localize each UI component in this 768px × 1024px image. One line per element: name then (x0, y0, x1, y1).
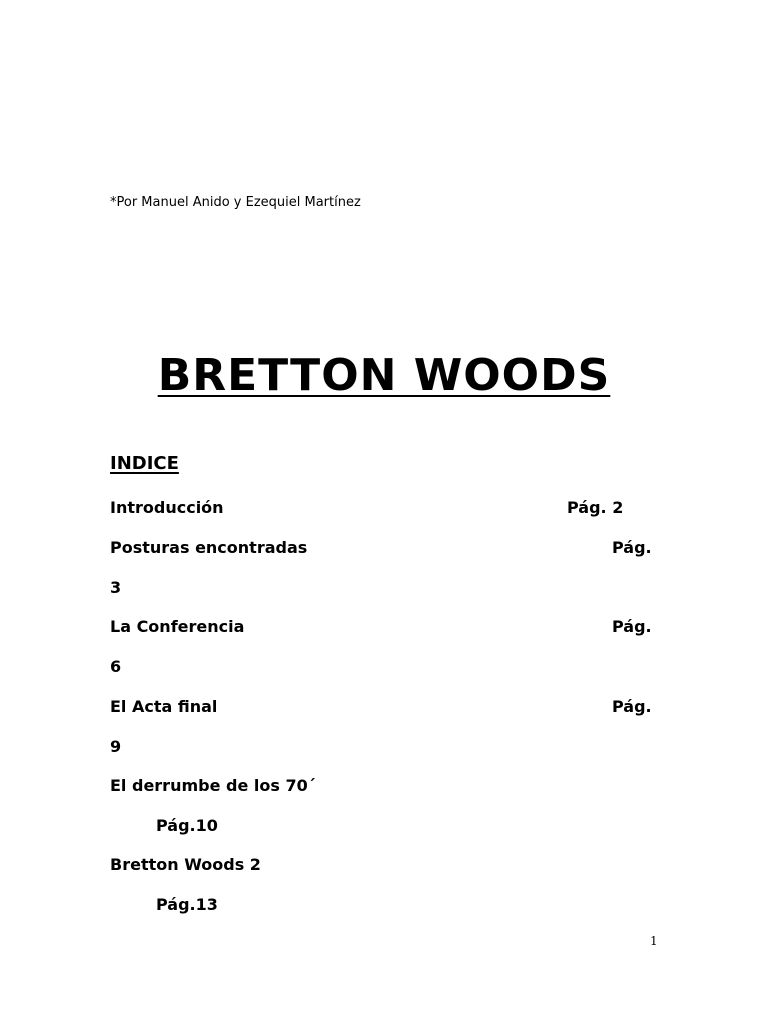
author-line: *Por Manuel Anido y Ezequiel Martínez (110, 195, 361, 210)
toc-entry-title: Bretton Woods 2 (110, 855, 261, 874)
toc-entry-page-continued: 9 (110, 737, 122, 756)
toc-entry-title: La Conferencia (110, 617, 245, 636)
toc-entry-page: Pág. 2 (567, 498, 624, 517)
toc-entry-title: Introducción (110, 498, 224, 517)
toc-entry-page: Pág. (612, 538, 652, 557)
toc-entry-page-continued: 6 (110, 657, 122, 676)
index-heading: INDICE (110, 453, 179, 474)
toc-entry-page: Pág.13 (156, 895, 218, 914)
toc-entry-title: Posturas encontradas (110, 538, 308, 557)
toc-entry-page: Pág. (612, 617, 652, 636)
toc-entry-page-continued: 3 (110, 578, 122, 597)
toc-entry-page: Pág. (612, 697, 652, 716)
toc-entry-title: El derrumbe de los 70´ (110, 776, 316, 795)
toc-entry-title: El Acta final (110, 697, 218, 716)
document-title: BRETTON WOODS (157, 350, 611, 401)
page-number: 1 (650, 934, 658, 948)
toc-entry-page: Pág.10 (156, 816, 218, 835)
